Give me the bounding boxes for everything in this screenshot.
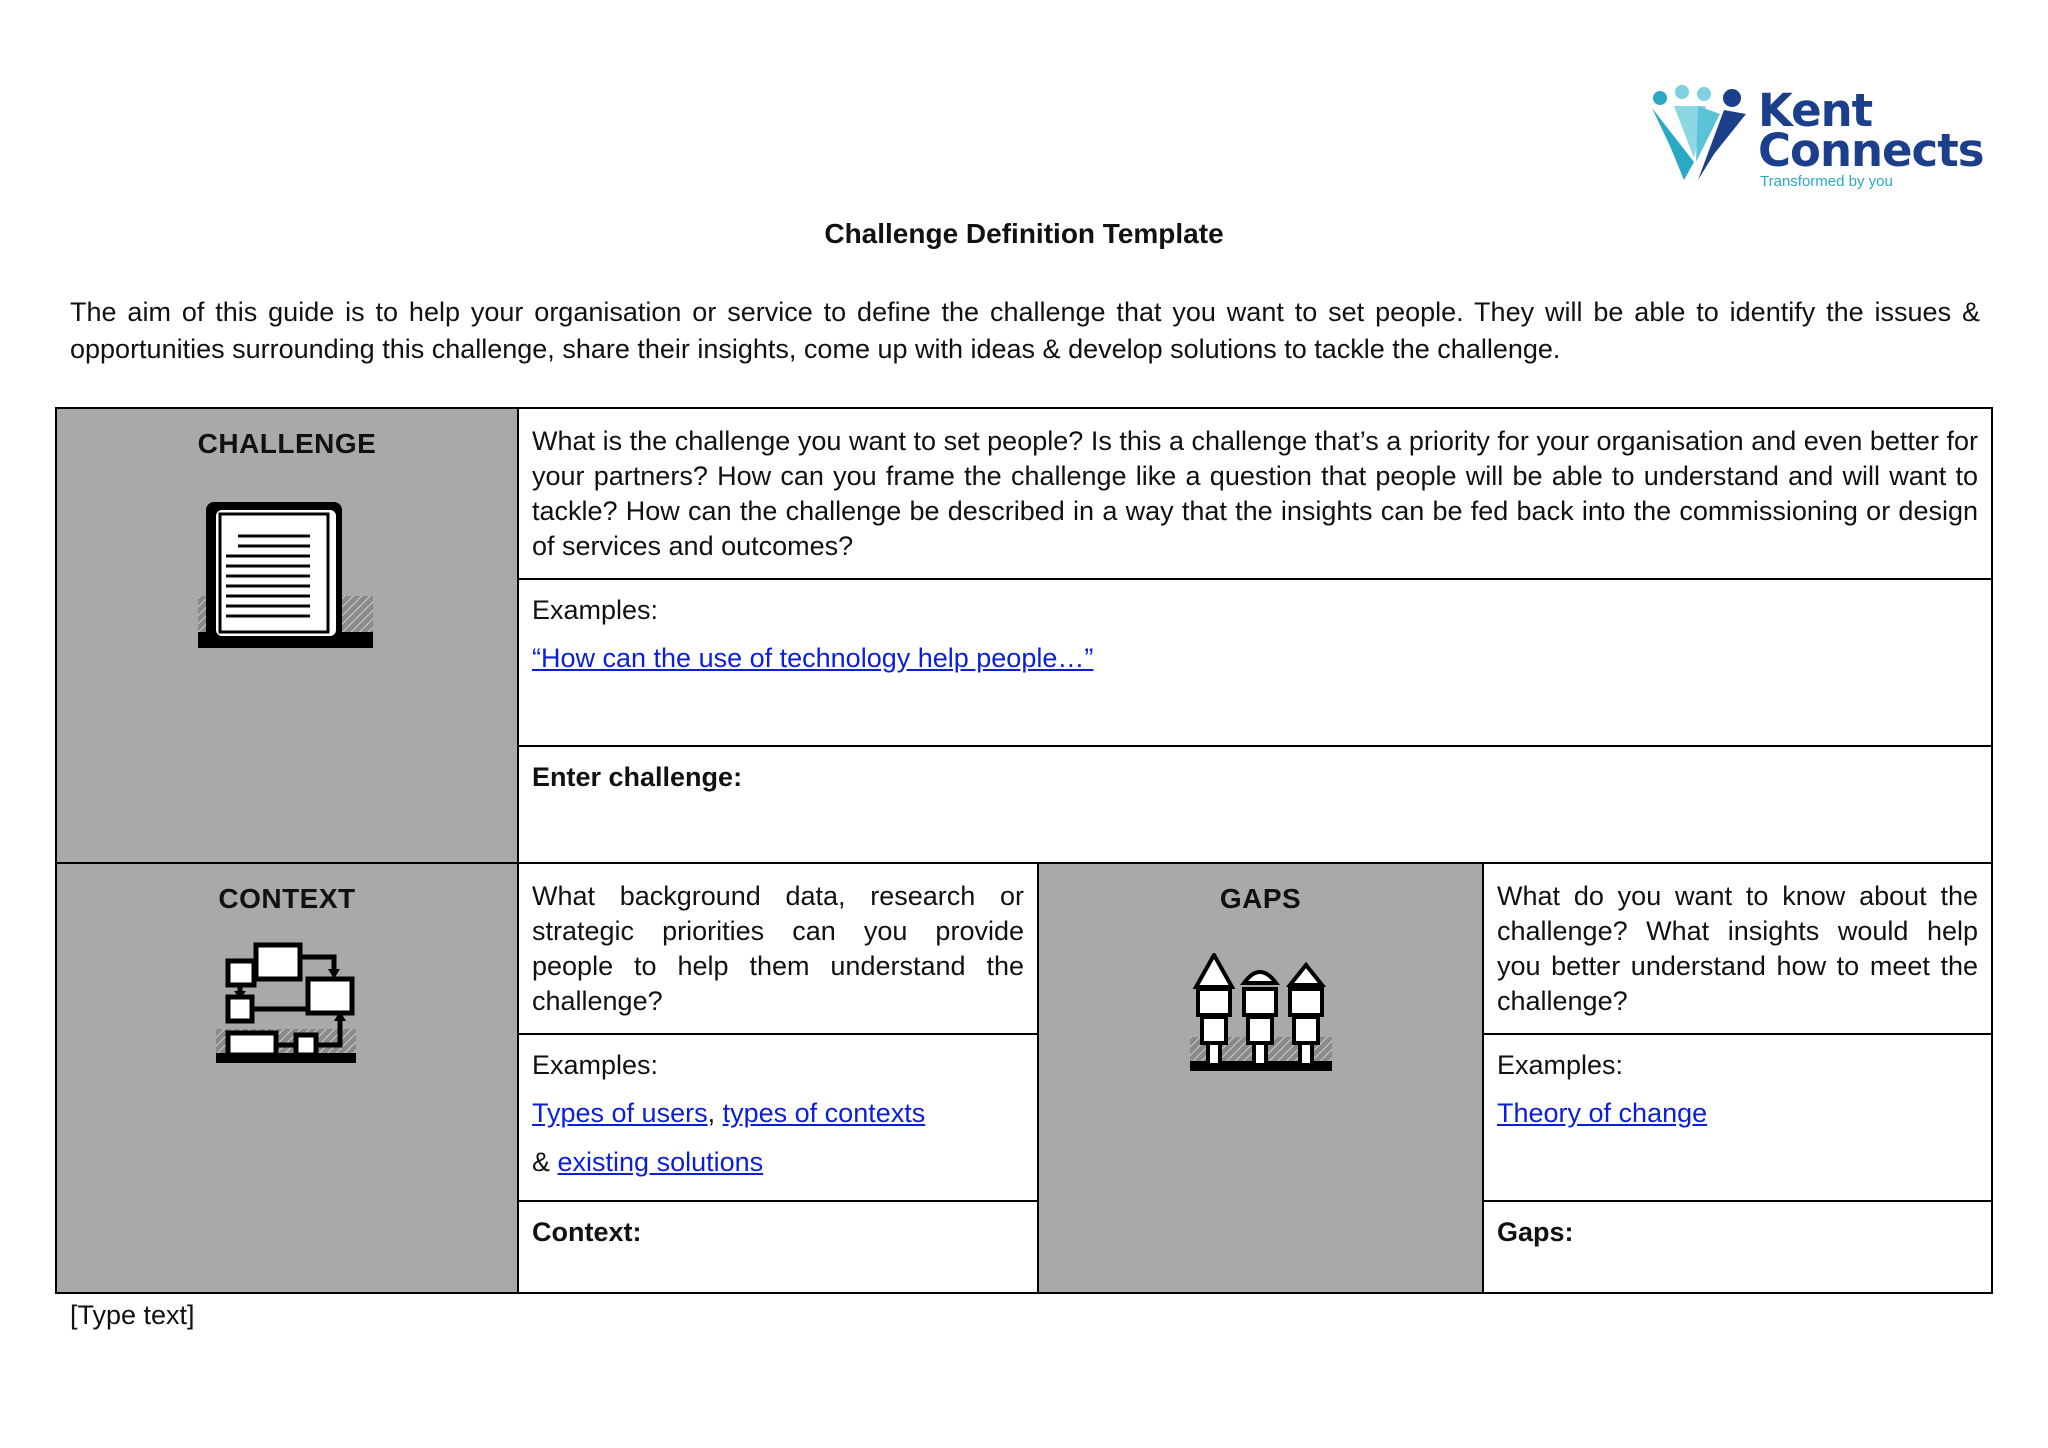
logo-figures-icon (1648, 84, 1758, 184)
challenge-question-text: What is the challenge you want to set people? Is this a challenge that’s a priority for your organisation and even better for your partners? How can you frame the challenge like a question that people will be able to understand and will want to tackle? How can the challenge be described in a way that the insights can be fed back into the commissioning or design of services and outcomes? (532, 426, 1978, 561)
examples-ampersand: & (532, 1147, 551, 1177)
challenge-header-cell (56, 408, 518, 863)
context-examples-line-1 (532, 1098, 925, 1129)
column-divider-left (517, 407, 519, 1294)
enter-challenge-label: Enter challenge: (532, 762, 743, 792)
logo-word-connects: Connects (1758, 124, 1984, 177)
flowchart-icon (216, 935, 356, 1067)
gaps-question-text: What do you want to know about the challenge? What insights would help you better understand how to meet the challenge? (1497, 881, 1978, 1016)
logo-word-kent: Kent (1758, 84, 1873, 137)
examples-comma: , (707, 1098, 716, 1128)
context-entry-label: Context: (532, 1217, 642, 1247)
challenge-examples-cell (518, 579, 1992, 746)
challenge-examples-label: Examples: (532, 595, 659, 625)
challenge-divider-2 (517, 745, 1993, 747)
document-title: Challenge Definition Template (824, 218, 1224, 249)
table-border-top (55, 407, 1993, 409)
challenge-example-link[interactable]: “How can the use of technology help people…” (532, 643, 1094, 673)
row-divider-main (55, 862, 1993, 864)
table-border-left (55, 407, 57, 1294)
challenge-question-cell (518, 408, 1992, 579)
people-icon (1190, 953, 1332, 1073)
footer-placeholder-text[interactable]: [Type text] (70, 1300, 195, 1330)
gaps-divider-2 (1482, 1200, 1993, 1202)
document-icon (198, 496, 373, 648)
context-heading: CONTEXT (218, 883, 356, 914)
context-header-cell (56, 863, 518, 1293)
context-divider-2 (517, 1200, 1039, 1202)
gaps-entry-cell[interactable] (1483, 1201, 1992, 1293)
types-of-users-link[interactable]: Types of users (532, 1098, 708, 1128)
theory-of-change-link[interactable]: Theory of change (1497, 1098, 1708, 1128)
column-divider-right (1482, 862, 1484, 1294)
column-divider-mid (1037, 862, 1039, 1294)
context-divider-1 (517, 1033, 1039, 1035)
context-examples-line-2 (532, 1147, 763, 1178)
challenge-heading: CHALLENGE (197, 428, 377, 459)
context-examples-cell (518, 1034, 1038, 1201)
intro-paragraph: The aim of this guide is to help your organisation or service to define the challenge that you want to set people. They will be able to identify the issues & opportunities surrounding this challenge, share their insights, come up with ideas & develop solutions to tackle the challenge. (70, 297, 1980, 364)
logo-tagline: Transformed by you (1760, 173, 1893, 190)
gaps-examples-cell (1483, 1034, 1992, 1201)
gaps-header-cell (1038, 863, 1483, 1293)
context-question-text: What background data, research or strategic priorities can you provide people to help them understand the challenge? (532, 881, 1024, 1016)
gaps-entry-label: Gaps: (1497, 1217, 1574, 1247)
table-border-right (1991, 407, 1993, 1294)
challenge-divider-1 (517, 578, 1993, 580)
gaps-examples-label: Examples: (1497, 1050, 1624, 1080)
gaps-divider-1 (1482, 1033, 1993, 1035)
table-border-bottom (55, 1292, 1993, 1294)
gaps-heading: GAPS (1219, 883, 1302, 914)
context-question-cell (518, 863, 1038, 1034)
existing-solutions-link[interactable]: existing solutions (557, 1147, 764, 1177)
challenge-entry-cell[interactable] (518, 746, 1992, 863)
kent-connects-logo (1648, 84, 1984, 194)
types-of-contexts-link[interactable]: types of contexts (722, 1098, 926, 1128)
gaps-question-cell (1483, 863, 1992, 1034)
context-entry-cell[interactable] (518, 1201, 1038, 1293)
context-examples-label: Examples: (532, 1050, 659, 1080)
